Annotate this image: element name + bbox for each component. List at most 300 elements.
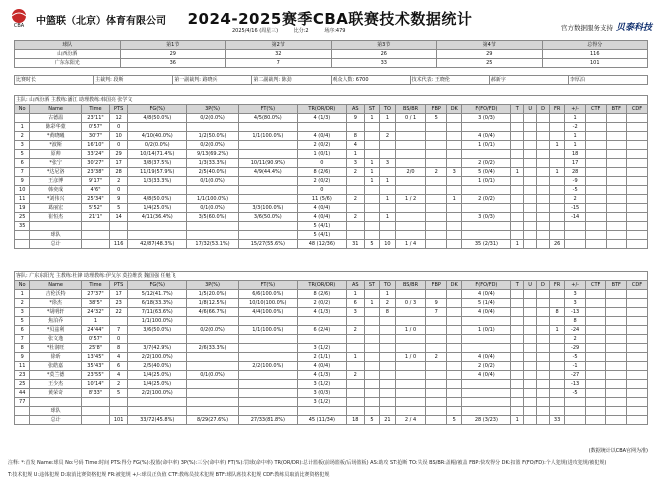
stat-cell — [447, 344, 462, 353]
stat-cell — [537, 195, 550, 204]
stat-cell: 1 — [346, 150, 364, 159]
stat-cell: 18 — [565, 150, 586, 159]
total-cell: 2 / 4 — [395, 416, 426, 425]
stat-header: +/- — [565, 105, 586, 114]
stat-cell — [395, 398, 426, 407]
stat-cell — [426, 177, 447, 186]
stat-cell — [426, 141, 447, 150]
stat-cell: 0/1(0.0%) — [187, 177, 238, 186]
game-number: 场序:479 — [324, 28, 346, 34]
stat-cell — [549, 123, 564, 132]
stat-cell: 4 — [110, 353, 128, 362]
stat-cell: 5 (4/1) — [297, 222, 346, 231]
player-row — [15, 177, 648, 186]
stat-cell — [238, 398, 297, 407]
stat-header: T — [511, 281, 524, 290]
quarter-header: 第2节 — [226, 41, 332, 50]
stat-cell — [187, 353, 238, 362]
stat-cell — [447, 204, 462, 213]
stat-cell: 0 — [110, 141, 128, 150]
stat-cell — [395, 308, 426, 317]
stat-cell: 1 — [380, 177, 395, 186]
stat-cell: 3 — [15, 308, 30, 317]
stat-cell — [187, 222, 238, 231]
stat-cell: -13 — [565, 308, 586, 317]
stat-cell — [187, 231, 238, 240]
player-name: 徐昕 — [30, 353, 81, 362]
stat-cell: 0 — [110, 123, 128, 132]
stat-cell: 6/6(100.0%) — [238, 290, 297, 299]
stat-cell — [447, 380, 462, 389]
stat-cell — [238, 344, 297, 353]
stat-cell: 11/19(57.9%) — [128, 168, 187, 177]
stat-header-row — [15, 281, 648, 290]
stat-cell — [585, 141, 606, 150]
stat-cell — [511, 371, 524, 380]
stat-cell — [187, 335, 238, 344]
stat-cell — [426, 317, 447, 326]
stat-cell: 0 — [110, 186, 128, 195]
stat-cell: -14 — [565, 213, 586, 222]
stat-cell: 33'24" — [81, 150, 109, 159]
stat-cell: 8 — [110, 344, 128, 353]
stat-cell: 0 / 1 — [395, 114, 426, 123]
stat-cell — [627, 335, 648, 344]
stat-cell — [447, 407, 462, 416]
stat-cell — [524, 380, 537, 389]
stat-cell — [585, 123, 606, 132]
stat-cell — [524, 141, 537, 150]
stat-cell: 3/6(50.0%) — [238, 213, 297, 222]
away-boxscore-table — [14, 271, 648, 425]
stat-cell — [110, 222, 128, 231]
stat-cell: 0 — [297, 159, 346, 168]
stat-cell: -9 — [565, 177, 586, 186]
stat-cell: 10'14" — [81, 380, 109, 389]
quarter-row — [15, 59, 648, 68]
stat-cell — [346, 335, 364, 344]
stat-cell — [524, 398, 537, 407]
stat-cell — [187, 317, 238, 326]
stat-cell: 3 — [346, 308, 364, 317]
stat-header: T — [511, 105, 524, 114]
stat-cell — [606, 353, 627, 362]
player-name: *黄晓曦 — [30, 132, 81, 141]
stat-cell: 1 — [447, 195, 462, 204]
stat-cell — [426, 186, 447, 195]
stat-cell — [537, 326, 550, 335]
stat-cell: 17 — [110, 290, 128, 299]
player-name: 古德温 — [30, 114, 81, 123]
stat-cell: 5 (1/4) — [462, 299, 511, 308]
home-boxscore-table — [14, 95, 648, 249]
total-cell — [606, 240, 627, 249]
stat-cell: 7/11(63.6%) — [128, 308, 187, 317]
stat-cell: 24'32" — [81, 308, 109, 317]
stat-cell — [238, 222, 297, 231]
stat-cell — [511, 204, 524, 213]
stat-cell: 3 (1/2) — [297, 344, 346, 353]
stat-cell — [511, 389, 524, 398]
stat-cell — [187, 398, 238, 407]
stat-header: BS/BR — [395, 281, 426, 290]
stat-cell: 21'1" — [81, 213, 109, 222]
stat-cell: 5 (4/1) — [297, 231, 346, 240]
stat-cell — [128, 123, 187, 132]
stat-cell — [462, 150, 511, 159]
stat-cell — [346, 177, 364, 186]
stat-cell: 2 — [565, 335, 586, 344]
stat-cell: 4 (0/4) — [297, 204, 346, 213]
quarter-cell: 36 — [120, 59, 226, 68]
stat-cell — [627, 362, 648, 371]
stat-cell — [462, 344, 511, 353]
stat-cell — [395, 231, 426, 240]
stat-cell: 2/2(100.0%) — [128, 353, 187, 362]
stat-cell — [627, 371, 648, 380]
stat-cell — [380, 123, 395, 132]
player-name: 张文逸 — [30, 335, 81, 344]
stat-cell — [537, 380, 550, 389]
stat-cell — [585, 290, 606, 299]
stat-cell — [447, 213, 462, 222]
stat-header: FR — [549, 105, 564, 114]
stat-cell — [238, 353, 297, 362]
stat-cell: 1 — [549, 326, 564, 335]
stat-cell: 2 (0/2) — [297, 177, 346, 186]
stat-cell: 5 — [15, 317, 30, 326]
official-cell: 主裁判: 段斯 — [94, 76, 173, 85]
stat-cell — [627, 195, 648, 204]
stat-cell — [511, 317, 524, 326]
stat-header: FR — [549, 281, 564, 290]
stat-cell — [524, 353, 537, 362]
stat-cell — [380, 186, 395, 195]
stat-header: AS — [346, 105, 364, 114]
quarter-cell: 101 — [542, 59, 648, 68]
stat-cell — [238, 371, 297, 380]
player-name: 焦泊乔 — [30, 317, 81, 326]
stat-cell: 4 (1/3) — [297, 308, 346, 317]
stat-cell — [627, 168, 648, 177]
stat-cell — [524, 168, 537, 177]
stat-cell — [447, 123, 462, 132]
stat-cell — [297, 335, 346, 344]
stat-header: FT(%) — [238, 105, 297, 114]
stat-cell: 12 — [110, 114, 128, 123]
stat-cell — [606, 344, 627, 353]
stat-cell — [110, 317, 128, 326]
stat-cell — [128, 335, 187, 344]
stat-cell — [511, 362, 524, 371]
stat-cell — [238, 317, 297, 326]
stat-cell — [81, 407, 109, 416]
stat-cell — [511, 335, 524, 344]
stat-cell — [380, 141, 395, 150]
stat-cell — [585, 231, 606, 240]
stat-cell: 7 — [15, 168, 30, 177]
quarter-cell: 7 — [226, 59, 332, 68]
stat-cell: 0'57" — [81, 123, 109, 132]
stat-cell — [549, 213, 564, 222]
stat-cell: 1 — [565, 141, 586, 150]
stat-cell — [537, 308, 550, 317]
quarter-cell: 25 — [437, 59, 543, 68]
provider-logo: 贝泰科技 — [615, 23, 652, 33]
player-name: 黄荣奇 — [30, 389, 81, 398]
stat-cell — [426, 371, 447, 380]
total-cell — [426, 240, 447, 249]
stat-cell: -5 — [565, 353, 586, 362]
stat-header: CTF — [585, 281, 606, 290]
stat-cell — [511, 177, 524, 186]
player-name: *波斯 — [30, 141, 81, 150]
official-cell: 李厚泊 — [568, 76, 647, 85]
stat-cell — [511, 114, 524, 123]
stat-cell: 0 / 3 — [395, 299, 426, 308]
stat-cell — [627, 407, 648, 416]
stat-cell: 5/12(41.7%) — [128, 290, 187, 299]
stat-cell: 0 — [110, 335, 128, 344]
stat-cell — [606, 150, 627, 159]
stat-cell — [606, 326, 627, 335]
player-row — [15, 344, 648, 353]
stat-cell — [426, 380, 447, 389]
stat-cell: 35 — [15, 222, 30, 231]
stat-cell: -5 — [565, 186, 586, 195]
official-cell: 技术代表: 王晓伦 — [410, 76, 489, 85]
stat-cell: 3/7(42.9%) — [128, 344, 187, 353]
stat-cell — [606, 123, 627, 132]
player-name: *莫兰德 — [30, 371, 81, 380]
stat-cell — [81, 231, 109, 240]
player-name: 葛丽宏 — [30, 204, 81, 213]
legend-note-1: 注释: *:首发 Name:球员 No:号码 Time:时间 PTS:得分 FG(%):投篮(命中率) 3P(%):三分(命中率) FT(%):罚球(命中率) TR(OR/DR):总计篮板(前场篮板/后场篮板) AS:助攻 ST:抢断 TO:失误 BS/BR:盖帽/被盖 FBP:快攻得分 DK:扣篮 F(FO/FD):个人犯规(进攻犯规/被犯规) — [8, 460, 607, 466]
stat-cell: 23 — [110, 299, 128, 308]
stat-cell: 1 — [380, 290, 395, 299]
stat-cell — [524, 186, 537, 195]
stat-cell — [511, 213, 524, 222]
stat-cell: 9/13(69.2%) — [187, 150, 238, 159]
stat-cell — [606, 335, 627, 344]
stat-cell — [15, 407, 30, 416]
stat-cell: 3 (0/3) — [462, 114, 511, 123]
stat-cell — [537, 389, 550, 398]
player-name: 球队 — [30, 231, 81, 240]
stat-cell — [380, 222, 395, 231]
total-cell: 总计 — [30, 240, 81, 249]
stat-cell — [549, 389, 564, 398]
stat-cell — [549, 353, 564, 362]
stat-cell — [346, 407, 364, 416]
quarter-header: 第1节 — [120, 41, 226, 50]
stat-cell — [537, 132, 550, 141]
total-cell — [524, 416, 537, 425]
stat-cell — [537, 290, 550, 299]
stat-cell: 3 — [565, 290, 586, 299]
stat-header: FG(%) — [128, 281, 187, 290]
stat-cell — [364, 371, 379, 380]
stat-cell — [585, 335, 606, 344]
stat-cell — [537, 353, 550, 362]
player-row — [15, 132, 648, 141]
stat-cell: 2 — [426, 168, 447, 177]
stat-cell — [524, 290, 537, 299]
stat-cell — [524, 195, 537, 204]
organization-name: 中篮联（北京）体育有限公司 — [36, 16, 166, 27]
stat-cell — [585, 389, 606, 398]
stat-cell — [565, 398, 586, 407]
stat-cell — [627, 186, 648, 195]
stat-cell: 1/5(20.0%) — [187, 290, 238, 299]
stat-cell — [537, 398, 550, 407]
stat-cell — [524, 344, 537, 353]
stat-header: CTF — [585, 105, 606, 114]
stat-cell: 8 (2/6) — [297, 290, 346, 299]
stat-cell — [627, 141, 648, 150]
stat-header: BS/BR — [395, 105, 426, 114]
stat-cell — [585, 186, 606, 195]
stat-cell: 2 (0/2) — [462, 362, 511, 371]
stat-cell — [606, 299, 627, 308]
stat-cell — [364, 141, 379, 150]
stat-cell: 2 — [346, 371, 364, 380]
stat-cell — [565, 407, 586, 416]
stat-cell — [524, 326, 537, 335]
stat-cell — [395, 335, 426, 344]
stat-cell — [364, 326, 379, 335]
stat-cell: 4 — [346, 141, 364, 150]
stat-cell: 1/1(100.0%) — [238, 132, 297, 141]
stat-cell — [511, 290, 524, 299]
stat-header: 3P(%) — [187, 281, 238, 290]
stat-cell — [537, 317, 550, 326]
stat-cell: 3 — [447, 168, 462, 177]
stat-header: F(FO/FD) — [462, 281, 511, 290]
stat-cell: 4/6(66.7%) — [187, 308, 238, 317]
stat-cell: 1 — [380, 213, 395, 222]
stat-cell: 2/5(40.0%) — [128, 362, 187, 371]
stat-cell: 2/0 — [395, 168, 426, 177]
stat-cell — [447, 362, 462, 371]
stat-cell — [585, 159, 606, 168]
stat-cell: 5 (0/4) — [462, 168, 511, 177]
total-cell — [81, 416, 109, 425]
stat-cell — [537, 204, 550, 213]
stat-cell — [606, 308, 627, 317]
official-cell: 比赛时长 — [15, 76, 94, 85]
player-row — [15, 371, 648, 380]
stat-cell: 8 — [549, 308, 564, 317]
stat-cell — [549, 195, 564, 204]
stat-cell — [447, 177, 462, 186]
player-name: 陈彩华蒙 — [30, 123, 81, 132]
stat-cell — [15, 114, 30, 123]
stat-cell — [238, 195, 297, 204]
stat-cell: 2 — [110, 177, 128, 186]
total-cell: 5 — [364, 416, 379, 425]
stat-cell — [447, 290, 462, 299]
stat-cell: 28 — [110, 168, 128, 177]
stat-cell: 3 (0/3) — [297, 389, 346, 398]
stat-cell: 8'33" — [81, 389, 109, 398]
stat-cell: 10/14(71.4%) — [128, 150, 187, 159]
stat-cell: 1 — [380, 195, 395, 204]
stat-cell — [537, 159, 550, 168]
total-cell — [426, 416, 447, 425]
stat-cell: 28 — [565, 168, 586, 177]
stat-cell: 7 — [426, 308, 447, 317]
stat-cell — [524, 299, 537, 308]
stat-cell — [537, 141, 550, 150]
stat-cell: 27'37" — [81, 290, 109, 299]
stat-cell — [524, 371, 537, 380]
stat-cell — [549, 290, 564, 299]
total-cell: 1 / 4 — [395, 240, 426, 249]
stat-cell: -5 — [565, 389, 586, 398]
player-row — [15, 398, 648, 407]
stat-cell — [549, 380, 564, 389]
stat-cell — [462, 335, 511, 344]
game-date: 2025/4/16 (周星三) — [232, 28, 279, 34]
stat-cell — [606, 177, 627, 186]
stat-cell — [447, 317, 462, 326]
stat-cell — [511, 344, 524, 353]
stat-cell: 30'27" — [81, 159, 109, 168]
stat-cell — [364, 353, 379, 362]
stat-cell — [585, 299, 606, 308]
stat-cell: 1 (0/1) — [462, 326, 511, 335]
stat-cell — [426, 362, 447, 371]
stat-cell — [128, 231, 187, 240]
stat-cell — [585, 317, 606, 326]
stat-cell — [238, 123, 297, 132]
stat-cell: 1 / 0 — [395, 353, 426, 362]
stat-cell — [627, 389, 648, 398]
stat-cell: 1/1(100.0%) — [238, 326, 297, 335]
stat-cell: 4 — [110, 371, 128, 380]
stat-cell: 5 — [110, 204, 128, 213]
quarter-header: 总得分 — [542, 41, 648, 50]
stat-cell: 1 / 0 — [395, 326, 426, 335]
stat-cell — [524, 123, 537, 132]
player-row — [15, 308, 648, 317]
stat-cell — [511, 186, 524, 195]
stat-cell — [606, 362, 627, 371]
stat-cell — [447, 398, 462, 407]
stat-cell: 2 — [110, 380, 128, 389]
stat-cell — [238, 150, 297, 159]
stat-cell — [524, 177, 537, 186]
stat-header: AS — [346, 281, 364, 290]
stat-cell — [297, 123, 346, 132]
player-row — [15, 362, 648, 371]
player-row — [15, 389, 648, 398]
stat-cell — [585, 326, 606, 335]
stat-header: +/- — [565, 281, 586, 290]
stat-header: BTF — [606, 281, 627, 290]
total-cell: 总计 — [30, 416, 81, 425]
stat-cell — [524, 159, 537, 168]
player-row — [15, 195, 648, 204]
stat-cell: -1 — [565, 362, 586, 371]
total-cell: 21 — [380, 416, 395, 425]
stat-cell — [511, 150, 524, 159]
stat-cell: 9'17" — [81, 177, 109, 186]
stat-cell — [364, 344, 379, 353]
stat-cell — [462, 317, 511, 326]
stat-cell — [606, 231, 627, 240]
